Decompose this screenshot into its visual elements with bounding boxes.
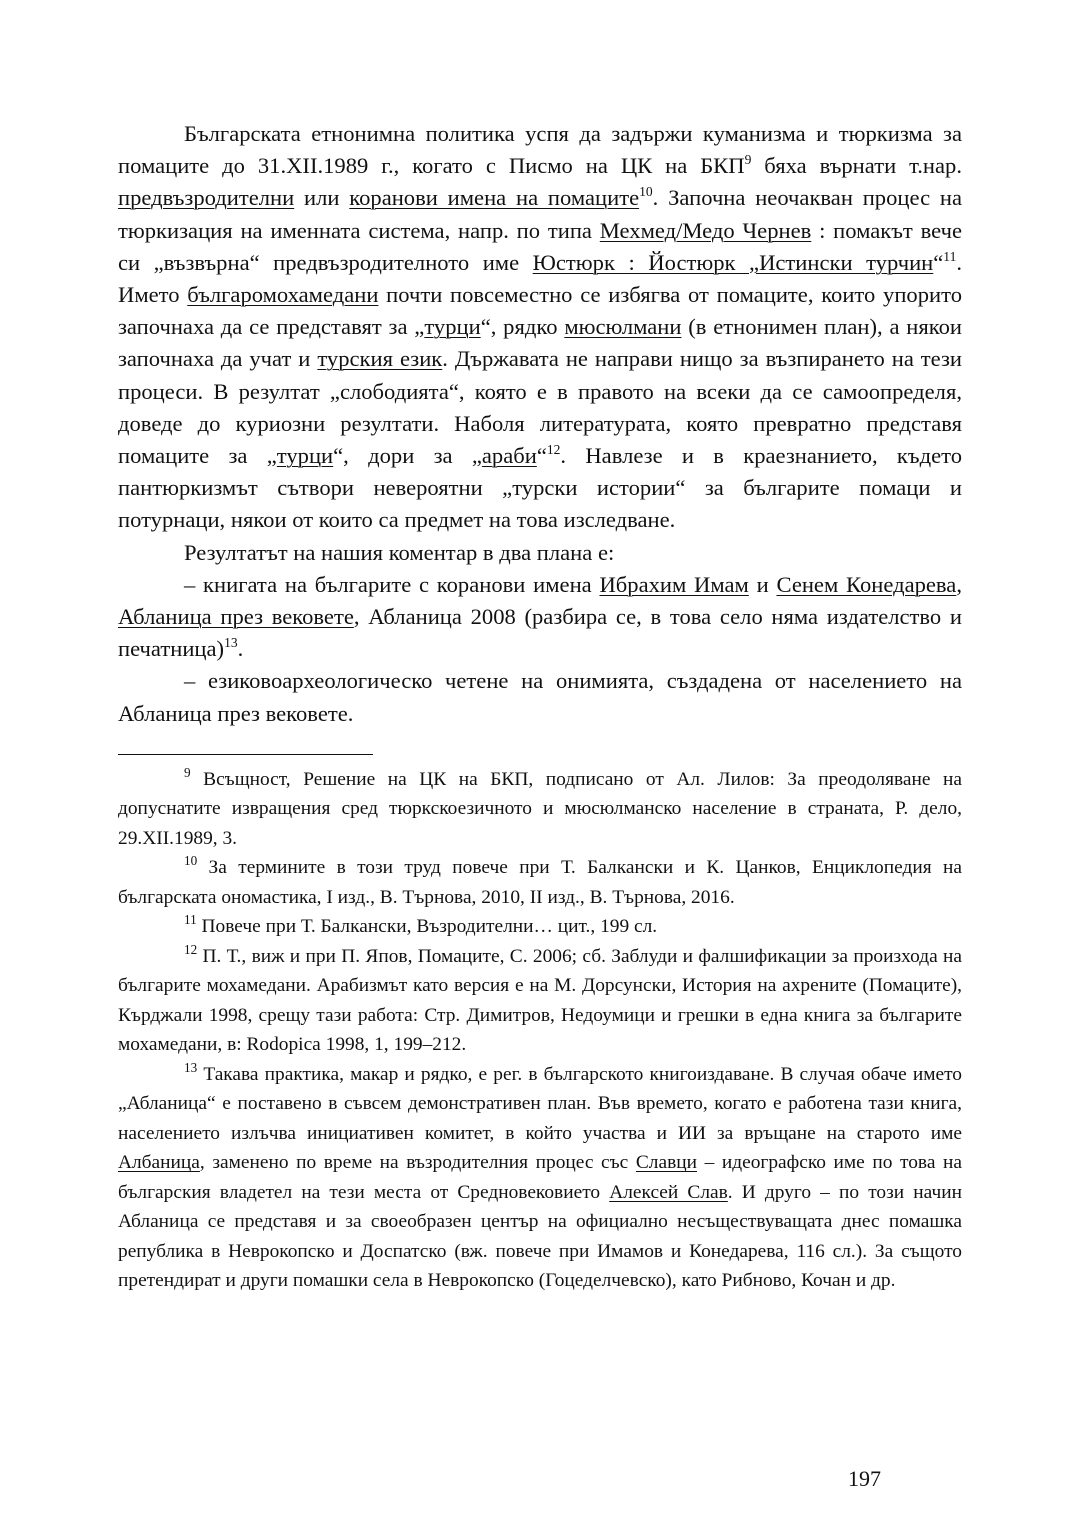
text: бяха върнати т.нар. (751, 153, 962, 179)
text: : помакът вече си „възвърна“ предвъзродителното име (118, 217, 962, 275)
footnote-text: За термините в този труд повече при Т. Балкански и К. Цанков, Енциклопедия на българската ономастика, I изд., В. Търнова, 2010, II изд., В. Търнова, 2016. (118, 857, 962, 908)
text: . Започна неочакван процес на тюркизация на именната система, напр. по типа (118, 185, 962, 243)
footnote-number: 11 (184, 912, 197, 928)
text: Резултатът на нашия коментар в два плана е: (184, 539, 615, 565)
underlined-term: турци (424, 314, 481, 340)
footnote-ref-12: 12 (546, 441, 561, 457)
underlined-term: коранови имена на помаците (349, 185, 640, 211)
underlined-term: мюсюлмани (564, 314, 682, 340)
underlined-term: Мехмед/Медо Чернев (599, 217, 812, 243)
text: (в етнонимен план), а някои започнаха да учат и (118, 314, 962, 372)
footnote-10 (118, 853, 962, 912)
text: Българската етнонимна политика успя да задържи куманизма и тюркизма за помаците до 31.XII.1989 г., когато с Писмо на ЦК на БКП (118, 121, 962, 179)
main-text (118, 118, 962, 730)
underlined-term: Юстюрк : Йостюрк „Истински турчин (532, 249, 934, 275)
footnote-text: Всъщност, Решение на ЦК на БКП, подписано от Ал. Лилов: За преодоляване на допуснатите извращения сред тюркскоезичното и мюсюлманско население в страната, Р. дело, 29.XII.1989, 3. (118, 768, 962, 849)
text: . (237, 636, 244, 662)
underlined-term: българомохамедани (187, 282, 379, 308)
text: “, дори за „ (333, 443, 482, 469)
footnote-13 (118, 1060, 962, 1296)
footnote-text: Повече при Т. Балкански, Възродителни… цит., 199 сл. (196, 916, 658, 938)
footnotes (118, 765, 962, 1296)
footnote-11 (118, 912, 962, 942)
text: , (956, 571, 962, 597)
footnote-text: – идеографско име по това на българския владетел на тези места от Средновековието (118, 1152, 962, 1203)
text: – книгата на българите с коранови имена (184, 571, 600, 597)
footnote-text: П. Т., виж и при П. Япов, Помаците, С. 2006; сб. Заблуди и фалшификации за произхода на българите мохамедани. Арабизмът като версия е на М. Дорсунски, История на ахрените (Помаците), Кърджали 1998, срещу тази работа: Стр. Димитров, Недоумици и грешки в една книга за българите мохамедани, в: Rodopica 1998, 1, 199–212. (118, 945, 962, 1056)
underlined-term: предвъзродителни (118, 185, 295, 211)
footnote-text: . И друго – по този начин Абланица се представя и за своеобразен център на официално несъществуващата днес помашка република в Неврокопско и Доспатско (вж. повече при Имамов и Конедарева, 116 сл.). За същото претендират и други помашки села в Неврокопско (Гоцеделчевско), като Рибново, Кочан и др. (118, 1181, 962, 1292)
footnote-separator (118, 754, 373, 755)
paragraph-1 (118, 118, 962, 537)
underlined-term: Сенем Конедарева (776, 571, 957, 597)
footnote-9 (118, 765, 962, 854)
underlined-term: Алексей Слав (609, 1181, 728, 1203)
text: . Държавата не направи нищо за възпирането на тези процеси. В резултат „слободията“, която е в правото на всеки да се самоопределя, доведе до куриозни резултати. Наболя литературата, която превратно представя помаците за „ (118, 346, 962, 469)
text: “ (536, 443, 547, 469)
underlined-term: Славци (635, 1152, 698, 1174)
paragraph-3 (118, 569, 962, 666)
page-number: 197 (848, 1466, 881, 1491)
paragraph-2 (118, 537, 962, 569)
footnote-number: 12 (184, 941, 198, 957)
underlined-term: Абланица през вековете (118, 604, 354, 630)
footnote-number: 13 (184, 1059, 198, 1075)
page-content (118, 118, 962, 1296)
footnote-ref-9: 9 (744, 152, 752, 167)
text: почти повсеместно се избягва от помаците, които упорито започнаха да се представят за „ (118, 282, 962, 340)
text: “, рядко (480, 314, 565, 340)
footnote-12 (118, 942, 962, 1060)
footnote-ref-13: 13 (224, 635, 238, 651)
footnote-number: 9 (184, 764, 191, 780)
text: или (294, 185, 350, 211)
text: “ (933, 249, 944, 275)
footnote-number: 10 (184, 853, 198, 869)
footnote-ref-10: 10 (639, 184, 653, 200)
footnote-text: Такава практика, макар и рядко, е рег. в българското книгоиздаване. В случая обаче името „Абланица“ е поставено в съвсем демонстративен план. Във времето, когато е работена тази книга, населението излъчва инициативен комитет, в който участва и ИИ за връщане на старото име (118, 1063, 962, 1144)
text: , Абланица 2008 (разбира се, в това село няма издателство и печатница) (118, 604, 962, 662)
underlined-term: турския език (317, 346, 443, 372)
paragraph-4 (118, 665, 962, 729)
text: . Навлезе и в краезнанието, където пантюркизмът сътвори невероятни „турски истории“ за българите помаци и потурнаци, някои от които са предмет на това изследване. (118, 443, 962, 533)
text: – езиковоархеологическо четене на онимията, създадена от населението на Абланица през вековете. (118, 668, 962, 726)
underlined-term: араби (481, 443, 537, 469)
underlined-term: турци (276, 443, 334, 469)
underlined-term: Ибрахим Имам (599, 571, 749, 597)
footnote-ref-11: 11 (943, 248, 957, 264)
text: . Името (118, 249, 962, 308)
underlined-term: Албаница (118, 1152, 200, 1174)
footnote-text: , заменено по време на възродителния процес със (199, 1152, 636, 1174)
text: и (748, 571, 777, 597)
